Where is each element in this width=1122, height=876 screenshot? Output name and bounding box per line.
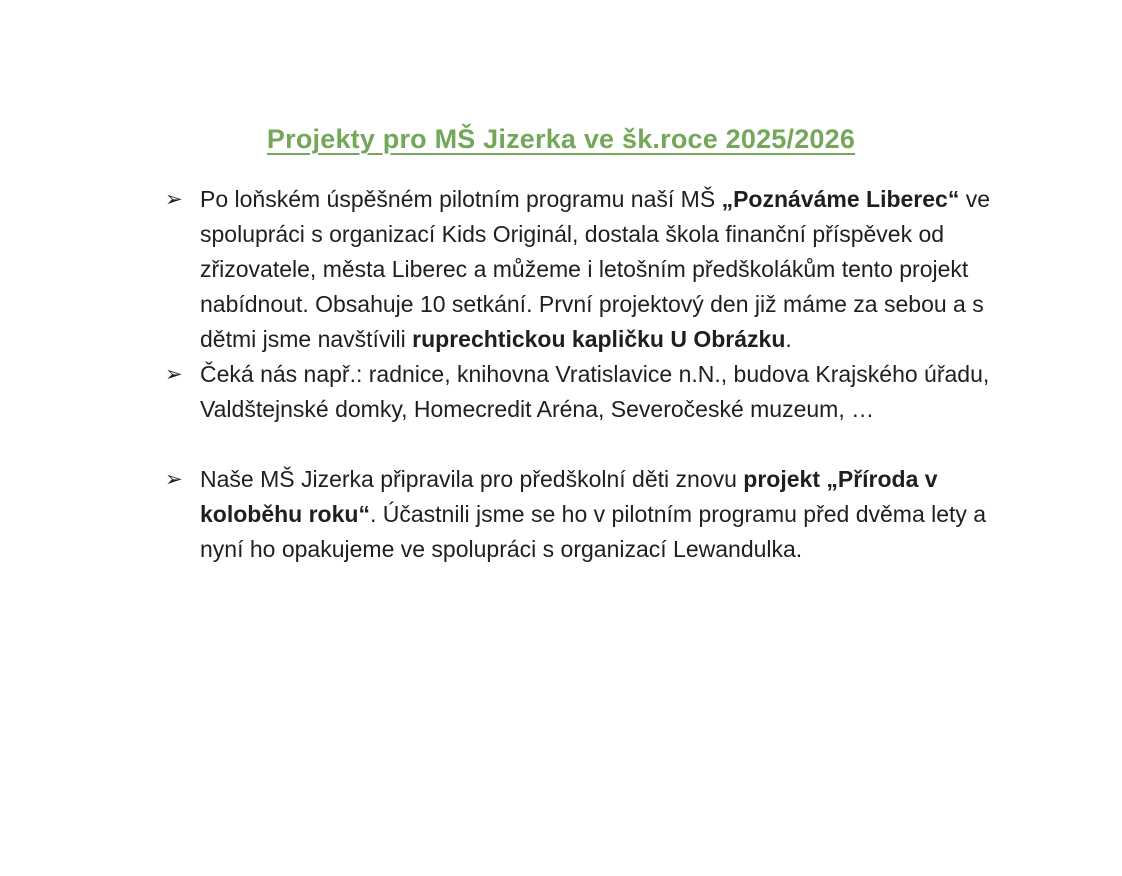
bullet-text [200, 182, 1000, 357]
text-run: ve spolupráci s organizací Kids Originál, dostala škola finanční příspěvek od zřizovatele, města Liberec a můžeme i letošním předškolákům tento projekt nabídnout. Obsahuje 10 setkání. První projektový den již máme za sebou a s dětmi jsme navštívili [200, 186, 991, 352]
bullet-text [200, 357, 1000, 427]
bullet-list [165, 182, 1000, 567]
bold-text-run: ruprechtickou kapličku U Obrázku [412, 326, 786, 352]
text-run: Čeká nás např.: radnice, knihovna Vratislavice n.N., budova Krajského úřadu, Valdštejnské domky, Homecredit Aréna, Severočeské muzeum, … [200, 361, 990, 422]
bullet-item [165, 182, 1000, 357]
text-run: Po loňském úspěšném pilotním programu naší MŠ [200, 186, 722, 212]
text-run: . [785, 326, 792, 352]
bold-text-run: „Poznáváme Liberec“ [721, 186, 960, 212]
bold-text-run: projekt „Příroda v koloběhu roku“ [200, 466, 938, 527]
bullet-arrow-icon: ➢ [165, 363, 183, 386]
bullet-arrow-icon: ➢ [165, 188, 183, 211]
bullet-text [200, 462, 1000, 567]
page-title: Projekty pro MŠ Jizerka ve šk.roce 2025/2026 [266, 124, 856, 154]
bullet-item [165, 357, 1000, 427]
text-run: Naše MŠ Jizerka připravila pro předškolní děti znovu [200, 466, 744, 492]
bullet-item [165, 462, 1000, 567]
bullet-arrow-icon: ➢ [165, 468, 183, 491]
text-run: . Účastnili jsme se ho v pilotním programu před dvěma lety a nyní ho opakujeme ve spolupráci s organizací Lewandulka. [200, 501, 987, 562]
